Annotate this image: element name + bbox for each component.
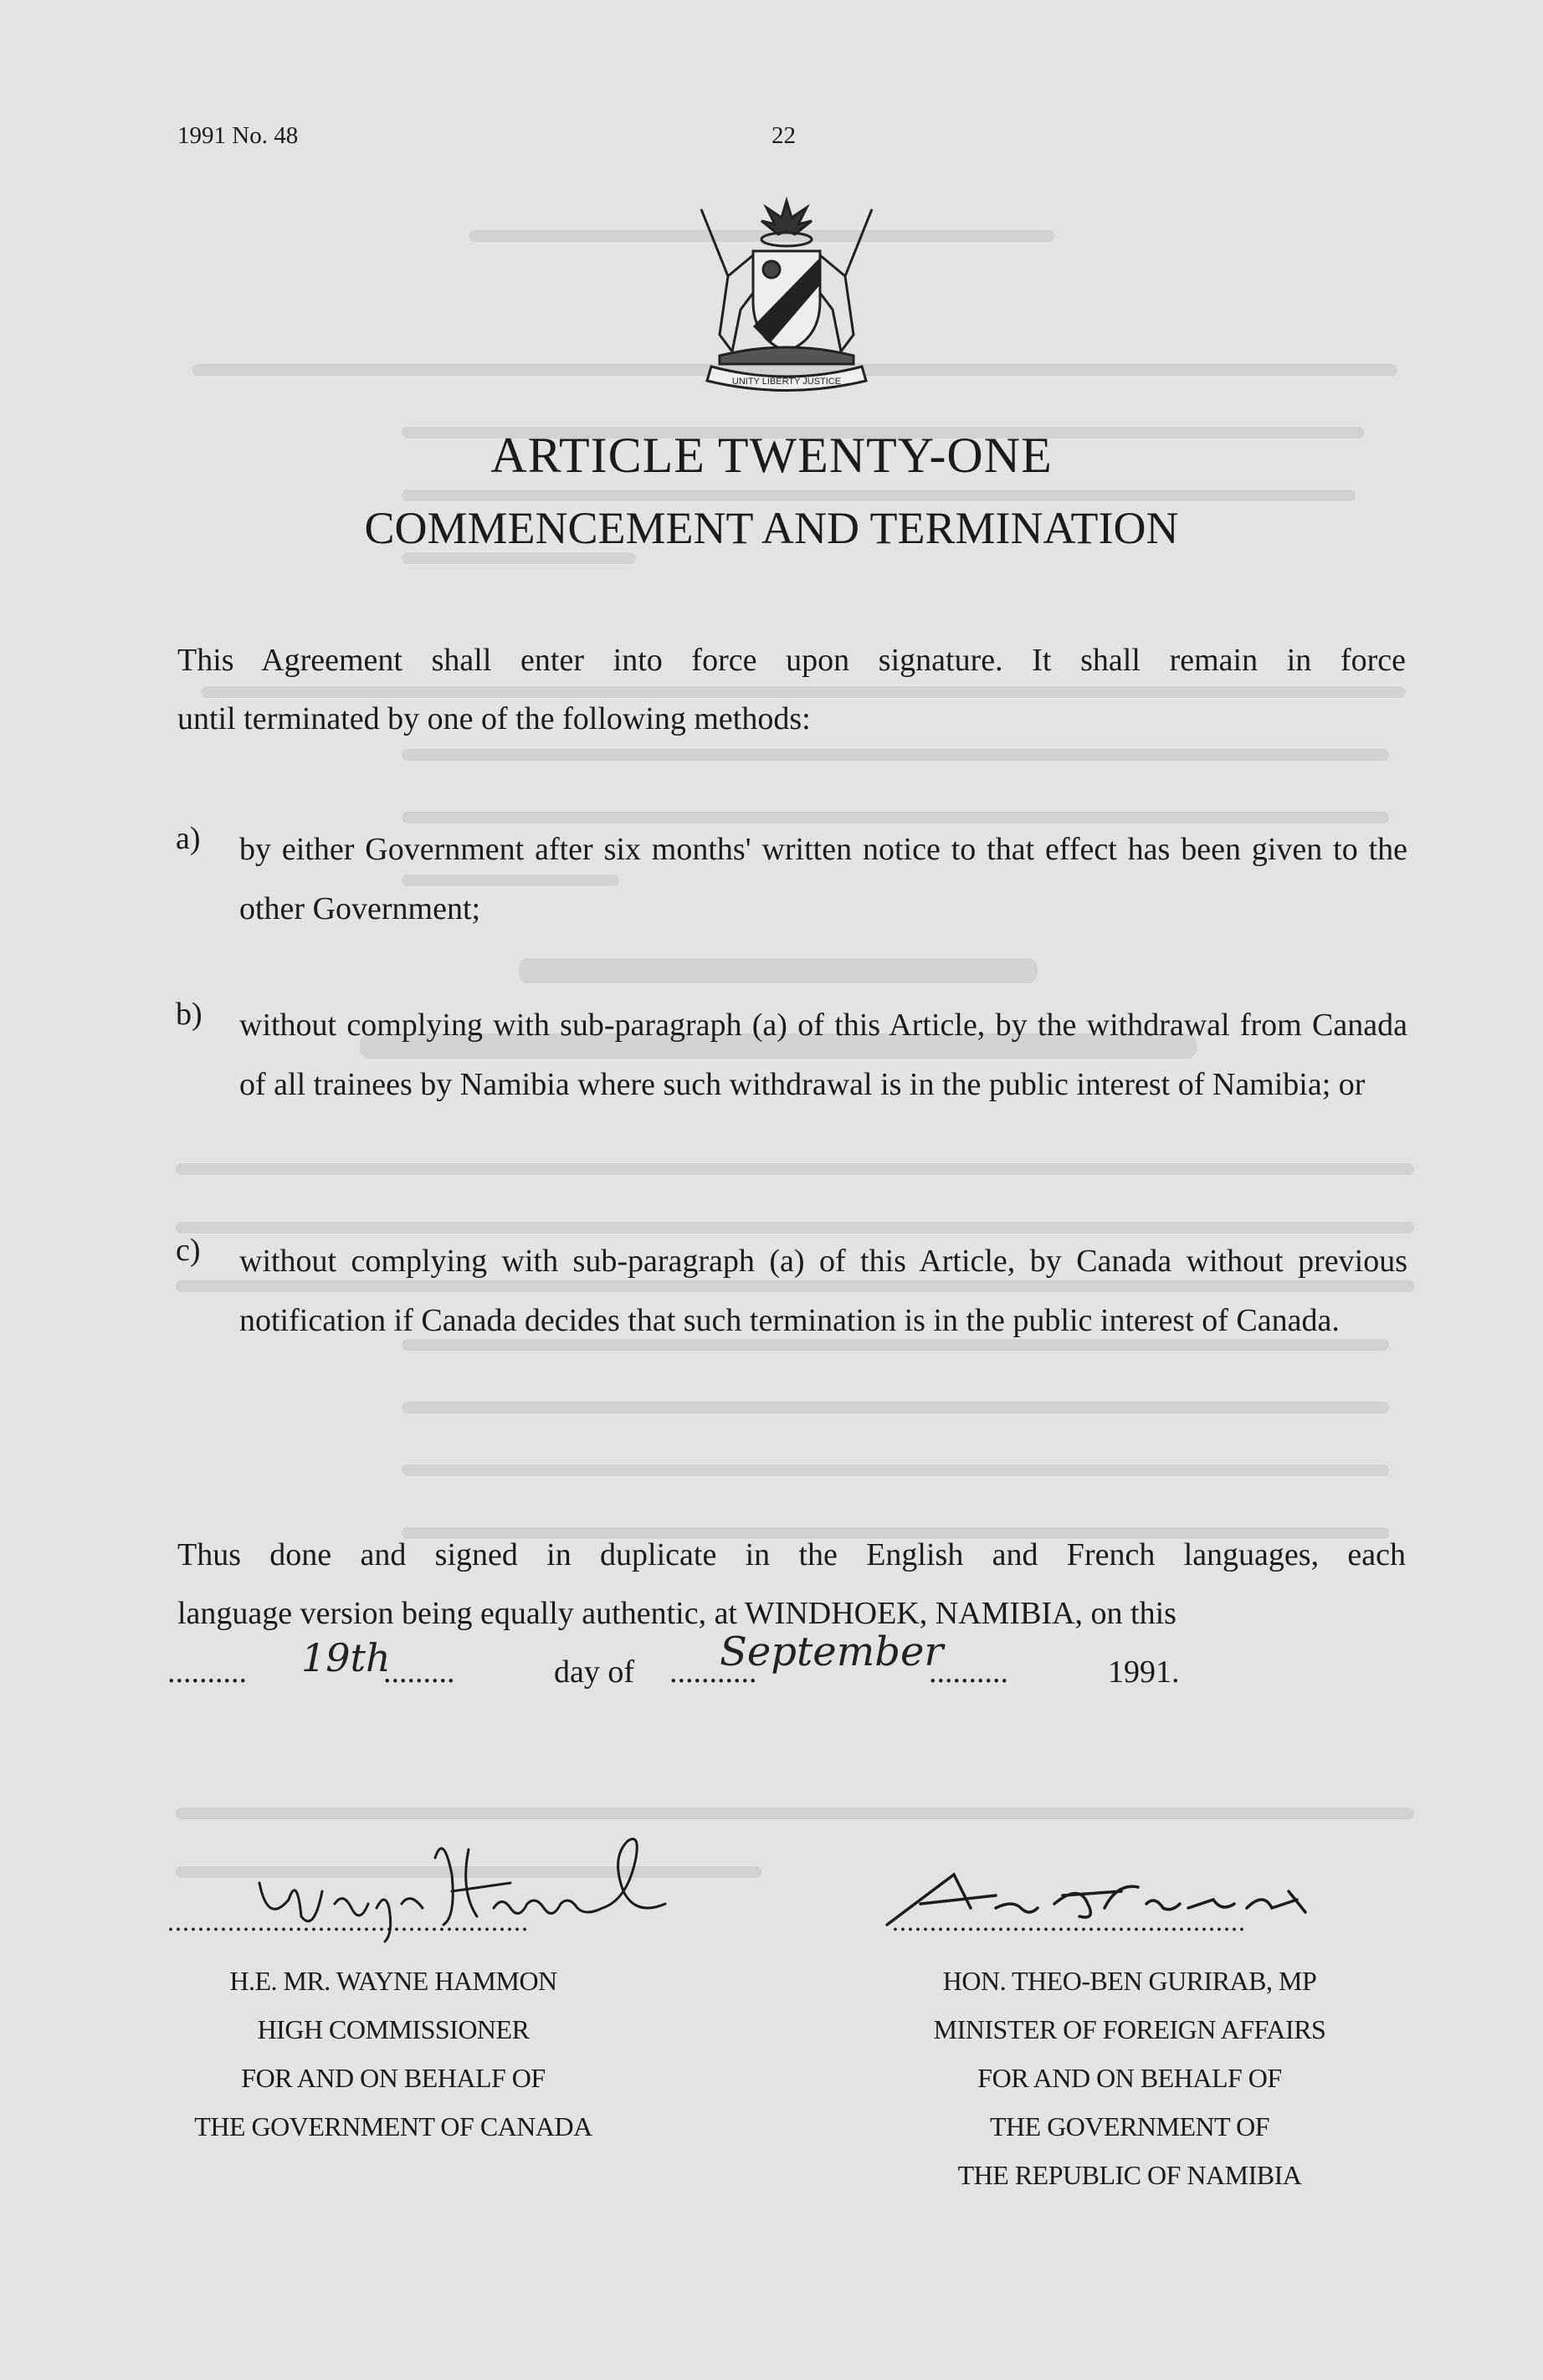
date-line (167, 1629, 1406, 1712)
item-c-letter: c) (176, 1233, 201, 1268)
month-handwritten: September (720, 1629, 944, 1675)
month-prefix-dots: ........... (669, 1654, 757, 1690)
item-c-text: without complying with sub-paragraph (a) of this Article, by Canada without previous notification if Canada decides that such termination is in the public interest of Canada. (239, 1244, 1407, 1338)
day-handwritten: 19th (301, 1635, 391, 1680)
signature-line-right: ............................................... (892, 1906, 1246, 1936)
signatory-right-name: HON. THEO-BEN GURIRAB, MP (942, 1966, 1317, 1996)
item-b-letter: b) (176, 997, 202, 1032)
signatory-right-government: THE GOVERNMENT OF (989, 2111, 1269, 2141)
signatory-left-title: HIGH COMMISSIONER (257, 2014, 530, 2044)
article-title: ARTICLE TWENTY-ONE (490, 428, 1053, 483)
signatory-right-republic: THE REPUBLIC OF NAMIBIA (957, 2160, 1302, 2190)
closing-line-2: language version being equally authentic, at WINDHOEK, NAMIBIA, on this (177, 1596, 1176, 1631)
article-subject: COMMENCEMENT AND TERMINATION (364, 503, 1179, 553)
signatory-left-block (134, 1957, 653, 2151)
closing-line-1: Thus done and signed in duplicate in the English and French languages, each (177, 1537, 1406, 1572)
signatory-right-title: MINISTER OF FOREIGN AFFAIRS (933, 2014, 1326, 2044)
year: 1991. (1108, 1654, 1180, 1690)
day-prefix-dots: .......... (167, 1654, 247, 1690)
signatory-left-name: H.E. MR. WAYNE HAMMON (229, 1966, 557, 1996)
emblem-motto: UNITY LIBERTY JUSTICE (731, 377, 842, 387)
signatory-left-behalf: FOR AND ON BEHALF OF (241, 2063, 546, 2093)
document-reference: 1991 No. 48 (177, 122, 299, 149)
signature-line-left: ................................................ (167, 1906, 529, 1936)
signatory-left-government: THE GOVERNMENT OF CANADA (194, 2111, 592, 2141)
item-a-text: by either Government after six months' written notice to that effect has been given to the other Government; (239, 832, 1407, 926)
month-suffix-dots: .......... (929, 1654, 1008, 1690)
namibia-coat-of-arms-emblem (695, 192, 879, 393)
signatory-right-behalf: FOR AND ON BEHALF OF (977, 2063, 1282, 2093)
item-a-letter: a) (176, 821, 201, 856)
item-b-text: without complying with sub-paragraph (a) of this Article, by the withdrawal from Canada of all trainees by Namibia where such withdrawal is in the public interest of Namibia; or (239, 1008, 1407, 1102)
intro-line-2: until terminated by one of the following methods: (177, 701, 811, 736)
page-number: 22 (772, 122, 796, 149)
day-suffix-dots: ......... (383, 1654, 455, 1690)
day-of-label: day of (554, 1654, 635, 1690)
signatory-right-block (870, 1957, 1389, 2199)
intro-line-1: This Agreement shall enter into force upon signature. It shall remain in force (177, 643, 1406, 678)
